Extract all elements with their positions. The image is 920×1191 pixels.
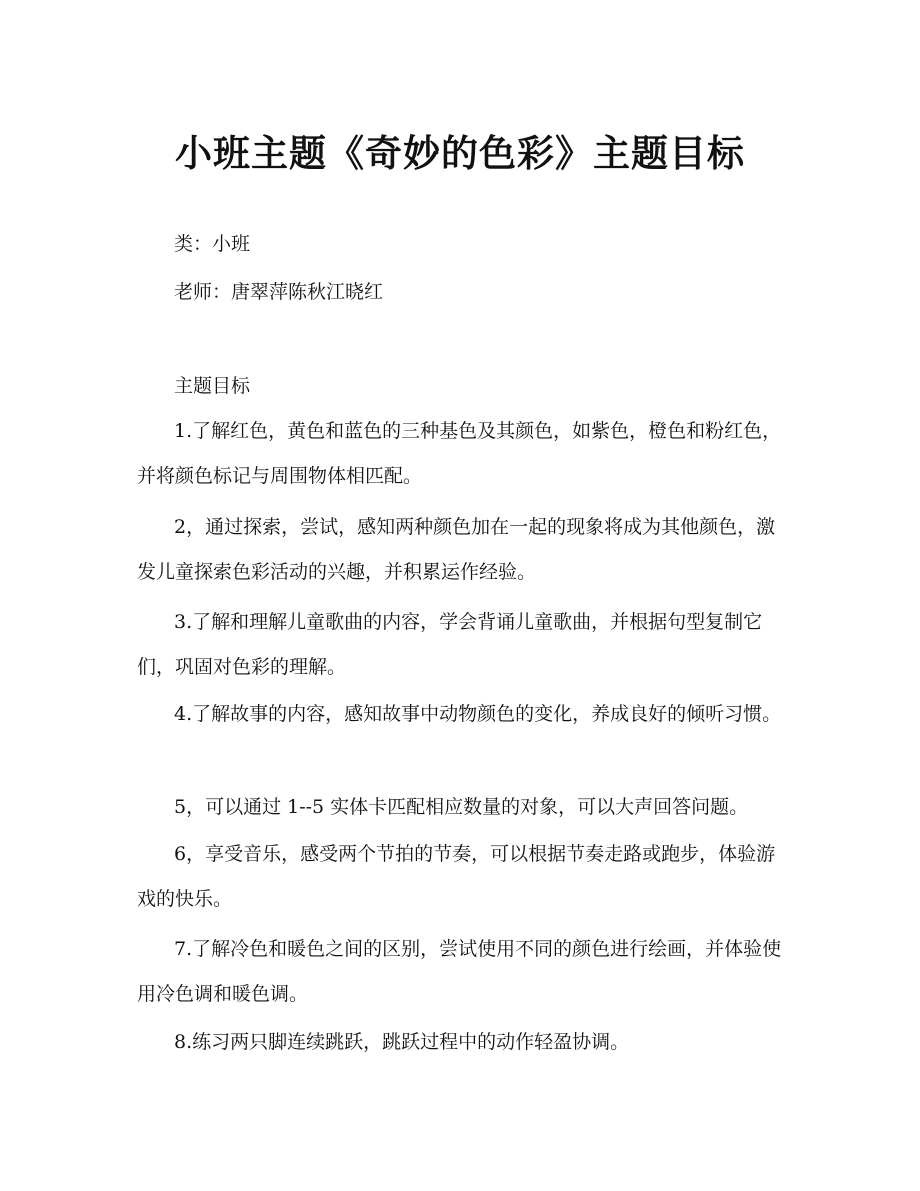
goal-item-3: 3.了解和理解儿童歌曲的内容，学会背诵儿童歌曲，并根据句型复制它们，巩固对色彩的理解。	[137, 611, 763, 678]
section-heading: 主题目标	[174, 375, 251, 397]
document-title: 小班主题《奇妙的色彩》主题目标	[175, 131, 745, 175]
goal-item-5: 5，可以通过 1--5 实体卡匹配相应数量的对象，可以大声回答问题。	[174, 796, 749, 818]
teacher-line: 老师：唐翠萍陈秋江晓红	[174, 281, 384, 303]
goal-item-4: 4.了解故事的内容，感知故事中动物颜色的变化，养成良好的倾听习惯。	[174, 703, 782, 725]
goal-item-8: 8.练习两只脚连续跳跃，跳跃过程中的动作轻盈协调。	[174, 1031, 630, 1053]
goal-item-1: 1.了解红色，黄色和蓝色的三种基色及其颜色，如紫色，橙色和粉红色，并将颜色标记与周围物体相匹配。	[137, 420, 782, 487]
class-line: 类：小班	[174, 233, 251, 255]
goal-item-7: 7.了解冷色和暖色之间的区别，尝试使用不同的颜色进行绘画，并体验使用冷色调和暖色调。	[137, 938, 782, 1005]
goal-item-2: 2，通过探索，尝试，感知两种颜色加在一起的现象将成为其他颜色，激发儿童探索色彩活动的兴趣，并积累运作经验。	[137, 516, 776, 583]
goal-item-6: 6，享受音乐，感受两个节拍的节奏，可以根据节奏走路或跑步，体验游戏的快乐。	[137, 843, 776, 910]
